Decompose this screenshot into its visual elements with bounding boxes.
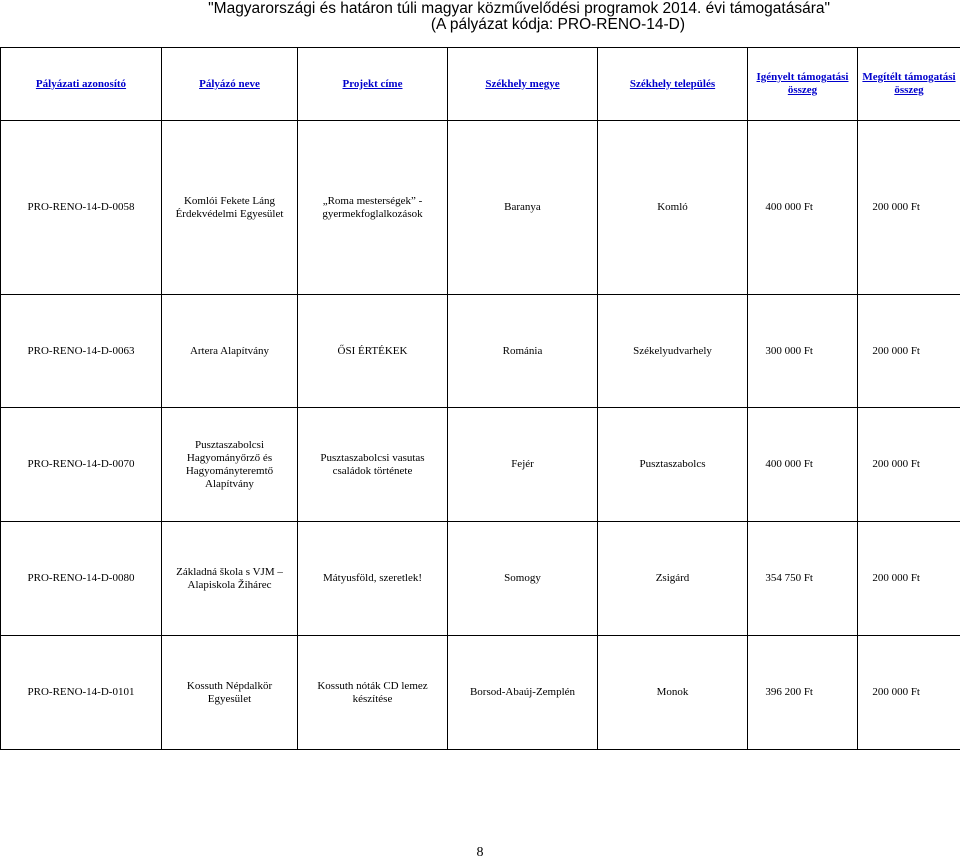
cell-settlement: Komló — [598, 121, 748, 295]
cell-project: Pusztaszabolcsi vasutas családok története — [298, 408, 448, 522]
cell-applicant: Artera Alapítvány — [162, 295, 298, 408]
cell-id: PRO-RENO-14-D-0070 — [1, 408, 162, 522]
table-row — [1, 636, 960, 750]
table-row — [1, 408, 960, 522]
cell-project: Mátyusföld, szeretlek! — [298, 522, 448, 636]
cell-applicant: Pusztaszabolcsi Hagyományőrző és Hagyományteremtő Alapítvány — [162, 408, 298, 522]
cell-granted: 200 000 Ft — [858, 636, 960, 750]
cell-granted: 200 000 Ft — [858, 121, 960, 295]
cell-id: PRO-RENO-14-D-0058 — [1, 121, 162, 295]
cell-settlement: Székelyudvarhely — [598, 295, 748, 408]
column-header-requested[interactable]: Igényelt támogatási összeg — [748, 48, 858, 121]
cell-requested: 354 750 Ft — [748, 522, 858, 636]
column-header-county[interactable]: Székhely megye — [448, 48, 598, 121]
title-line-1: "Magyarországi és határon túli magyar közművelődési programok 2014. évi támogatására" — [0, 1, 960, 17]
cell-id: PRO-RENO-14-D-0080 — [1, 522, 162, 636]
table-row — [1, 522, 960, 636]
cell-id: PRO-RENO-14-D-0063 — [1, 295, 162, 408]
cell-requested: 396 200 Ft — [748, 636, 858, 750]
cell-granted: 200 000 Ft — [858, 408, 960, 522]
cell-applicant: Komlói Fekete Láng Érdekvédelmi Egyesület — [162, 121, 298, 295]
cell-requested: 400 000 Ft — [748, 121, 858, 295]
cell-settlement: Zsigárd — [598, 522, 748, 636]
cell-settlement: Pusztaszabolcs — [598, 408, 748, 522]
title-line-2: (A pályázat kódja: PRO-RENO-14-D) — [0, 17, 960, 33]
cell-applicant: Základná škola s VJM – Alapiskola Žihárec — [162, 522, 298, 636]
page-number: 8 — [0, 845, 960, 861]
table-row — [1, 295, 960, 408]
column-header-id[interactable]: Pályázati azonosító — [1, 48, 162, 121]
cell-project: ŐSI ÉRTÉKEK — [298, 295, 448, 408]
column-header-granted[interactable]: Megítélt támogatási összeg — [858, 48, 960, 121]
cell-granted: 200 000 Ft — [858, 295, 960, 408]
cell-county: Románia — [448, 295, 598, 408]
cell-requested: 400 000 Ft — [748, 408, 858, 522]
column-header-settlement[interactable]: Székhely település — [598, 48, 748, 121]
cell-settlement: Monok — [598, 636, 748, 750]
cell-county: Somogy — [448, 522, 598, 636]
cell-county: Baranya — [448, 121, 598, 295]
table-header-row — [1, 48, 960, 121]
cell-applicant: Kossuth Népdalkör Egyesület — [162, 636, 298, 750]
cell-county: Fejér — [448, 408, 598, 522]
grants-table — [0, 47, 960, 750]
column-header-project[interactable]: Projekt címe — [298, 48, 448, 121]
cell-project: Kossuth nóták CD lemez készítése — [298, 636, 448, 750]
cell-county: Borsod-Abaúj-Zemplén — [448, 636, 598, 750]
cell-granted: 200 000 Ft — [858, 522, 960, 636]
cell-id: PRO-RENO-14-D-0101 — [1, 636, 162, 750]
column-header-applicant[interactable]: Pályázó neve — [162, 48, 298, 121]
cell-project: „Roma mesterségek” - gyermekfoglalkozások — [298, 121, 448, 295]
table-row — [1, 121, 960, 295]
cell-requested: 300 000 Ft — [748, 295, 858, 408]
